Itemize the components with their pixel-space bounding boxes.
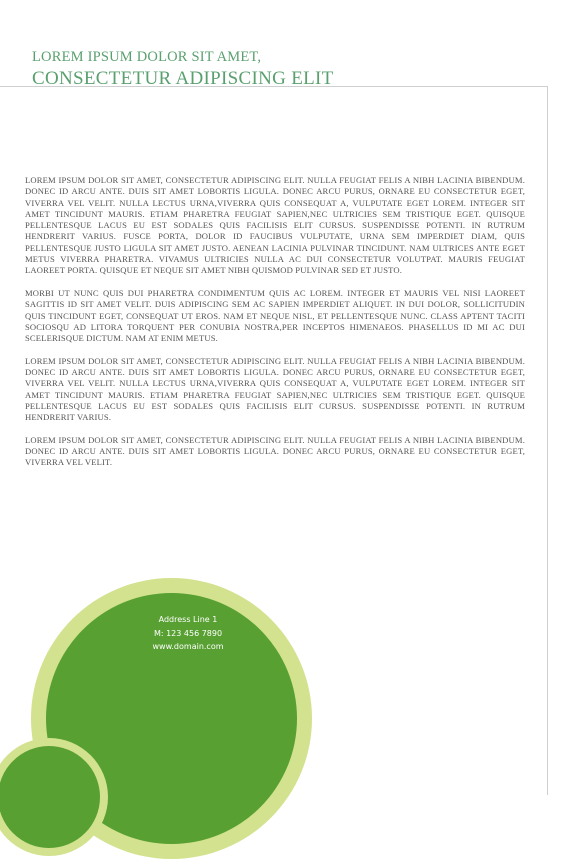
title-line-1: LOREM IPSUM DOLOR SIT AMET, xyxy=(32,49,262,65)
paragraph-2: MORBI UT NUNC QUIS DUI PHARETRA CONDIMENTUM QUIS AC LOREM. INTEGER ET MAURIS VEL NISI LAOREET SAGITTIS ID SIT AMET VELIT. DUIS ADIPISCING SEM AC SAPIEN IMPERDIET ALIQUET. IN DUI DOLOR, SOLLICITUDIN QUIS TINCIDUNT EGET, CONSEQUAT UT EROS. NAM ET NEQUE NISL, ET PELLENTESQUE NUNC. CLASS APTENT TACITI SOCIOSQU AD LITORA TORQUENT PER CONUBIA NOSTRA,PER INCEPTOS HIMENAEOS. PHASELLUS ID MI AC DUI SCELERISQUE DICTUM. NAM AT ENIM METUS. xyxy=(25,287,525,344)
decorative-circle-small xyxy=(0,746,100,848)
address-line: Address Line 1 xyxy=(158,615,218,624)
paragraph-3: LOREM IPSUM DOLOR SIT AMET, CONSECTETUR ADIPISCING ELIT. NULLA FEUGIAT FELIS A NIBH LACINIA BIBENDUM. DONEC ID ARCU ANTE. DUIS SIT AMET LOBORTIS LIGULA. DONEC ARCU PURUS, ORNARE EU CONSECTETUR EGET, VIVERRA VEL VELIT. NULLA LECTUS URNA,VIVERRA QUIS CONSEQUAT A, VULPUTATE EGET LOREM. INTEGER SIT AMET TINCIDUNT MAURIS. ETIAM PHARETRA FEUGIAT SAPIEN,NEC ULTRICIES SEM TRISTIQUE EGET. QUISQUE PELLENTESQUE LACUS EU EST SODALES QUIS FACILISIS ELIT CURSUS. SUSPENDISSE POTENTI. IN RUTRUM HENDRERIT VARIUS. xyxy=(25,355,525,423)
website-link[interactable]: www.domain.com xyxy=(152,642,224,651)
paragraph-1: LOREM IPSUM DOLOR SIT AMET, CONSECTETUR ADIPISCING ELIT. NULLA FEUGIAT FELIS A NIBH LACINIA BIBENDUM. DONEC ID ARCU ANTE. DUIS SIT AMET LOBORTIS LIGULA. DONEC ARCU PURUS, ORNARE EU CONSECTETUR EGET, VIVERRA VEL VELIT. NULLA LECTUS URNA,VIVERRA QUIS CONSEQUAT A, VULPUTATE EGET LOREM. INTEGER SIT AMET TINCIDUNT MAURIS. ETIAM PHARETRA FEUGIAT SAPIEN,NEC ULTRICIES SEM TRISTIQUE EGET. QUISQUE PELLENTESQUE LACUS EU EST SODALES QUIS FACILISIS ELIT CURSUS. SUSPENDISSE POTENTI. IN RUTRUM HENDRERIT VARIUS. FUSCE PORTA, DOLOR ID FAUCIBUS VULPUTATE, URNA SEM IMPERDIET DIAM, QUIS PELLENTESQUE JUSTO LIGULA SIT AMET JUSTO. AENEAN LACINIA PULVINAR TINCIDUNT. NAM ULTRICES ANTE EGET METUS VIVERRA PHARETRA. VIVAMUS ULTRICIES NULLA AC DUI CONSECTETUR VOLUTPAT. MAURIS FEUGIAT LAOREET PORTA. QUISQUE ET NEQUE SIT AMET NIBH QUISMOD PULVINAR SED ET JUSTO. xyxy=(25,175,525,276)
paragraph-4: LOREM IPSUM DOLOR SIT AMET, CONSECTETUR ADIPISCING ELIT. NULLA FEUGIAT FELIS A NIBH LACINIA BIBENDUM. DONEC ID ARCU ANTE. DUIS SIT AMET LOBORTIS LIGULA. DONEC ARCU PURUS, ORNARE EU CONSECTETUR EGET, VIVERRA VEL VELIT. xyxy=(25,434,525,468)
body-text xyxy=(25,175,525,480)
title-line-2: CONSECTETUR ADIPISCING ELIT xyxy=(32,67,334,89)
letterhead-title xyxy=(32,50,334,88)
contact-block xyxy=(128,613,248,654)
phone-number: M: 123 456 7890 xyxy=(153,628,223,638)
